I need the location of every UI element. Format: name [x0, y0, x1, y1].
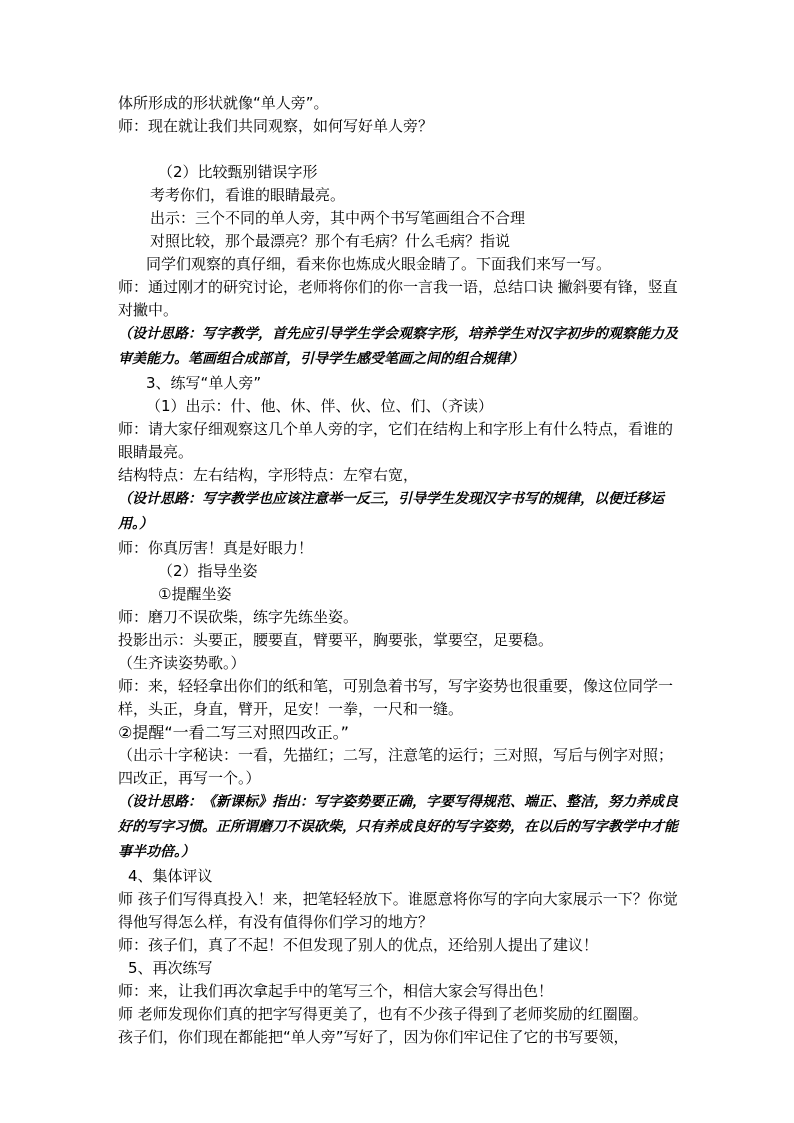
text-line: 投影出示：头要正，腰要直，臂要平，胸要张，掌要空，足要稳。: [118, 631, 554, 649]
design-note: （设计思路：写字教学，首先应引导学生学会观察字形，培养学生对汉字初步的观察能力及审美能力。笔画组合成部首，引导学生感受笔画之间的组合规律）: [118, 326, 678, 367]
text-line: 孩子们，你们现在都能把“单人旁”写好了，因为你们牢记住了它的书写要领，: [118, 1028, 629, 1046]
document-body: [118, 92, 684, 1049]
text-line: 师：来，让我们再次拿起手中的笔写三个，相信大家会写得出色！: [118, 982, 554, 1000]
text-line: （2）比较甄别错误字形: [158, 163, 318, 181]
text-line: 师：通过刚才的研究讨论，老师将你们的你一言我一语，总结口诀 撇斜要有锋，竖直对撇中。: [118, 278, 678, 319]
text-line: 师：你真厉害！真是好眼力！: [118, 539, 314, 557]
section-heading: 4、集体评议: [128, 867, 213, 885]
text-line: ①提醒坐姿: [158, 585, 232, 603]
text-line: （生齐读姿势歌。）: [118, 654, 246, 672]
text-line: （出示十字秘诀：一看，先描红；二写，注意笔的运行；三对照，写后与例字对照；四改正，再写一个。）: [118, 746, 674, 787]
text-line: 师：磨刀不误砍柴，练字先练坐姿。: [118, 608, 359, 626]
text-line: 对照比较，那个最漂亮？那个有毛病？什么毛病？指说: [150, 232, 511, 250]
text-line: 师：来，轻轻拿出你们的纸和笔，可别急着书写，写字姿势也很重要，像这位同学一样，头正，身直，臂开，足安！一拳，一尺和一缝。: [118, 677, 674, 718]
text-line: 师 老师发现你们真的把字写得更美了，也有不少孩子得到了老师奖励的红圈圈。: [118, 1005, 648, 1023]
text-line: 结构特点：左右结构，字形特点：左窄右宽，: [118, 466, 419, 484]
text-line: （2）指导坐姿: [158, 562, 258, 580]
text-line: 师：请大家仔细观察这几个单人旁的字，它们在结构上和字形上有什么特点，看谁的眼睛最亮。: [118, 420, 674, 461]
text-line: 师：现在就让我们共同观察，如何写好单人旁？: [118, 117, 434, 135]
text-line: 出示：三个不同的单人旁，其中两个书写笔画组合不合理: [150, 209, 526, 227]
text-line: 师：孩子们，真了不起！不但发现了别人的优点，还给别人提出了建议！: [118, 936, 599, 954]
design-note: （设计思路：《新课标》指出：写字姿势要正确，字要写得规范、端正、整洁，努力养成良好的写字习惯。正所谓磨刀不误砍柴，只有养成良好的写字姿势，在以后的写字教学中才能 事半功倍。）: [118, 794, 678, 860]
section-heading: 3、练写“单人旁”: [146, 374, 262, 392]
text-line: （1）出示：什、他、休、伴、伙、位、们、（齐读）: [146, 397, 494, 415]
text-line: 体所形成的形状就像“单人旁”。: [118, 94, 329, 112]
text-line: ②提醒“一看二写三对照四改正。”: [118, 723, 349, 742]
text-line: 考考你们，看谁的眼睛最亮。: [150, 186, 346, 204]
blank-line: [118, 138, 684, 161]
text-line: 师 孩子们写得真投入！来，把笔轻轻放下。谁愿意将你写的字向大家展示一下？你觉得他写得怎么样，有没有值得你们学习的地方？: [118, 890, 678, 931]
design-note: （设计思路：写字教学也应该注意举一反三，引导学生发现汉字书写的规律，以便迁移运用。）: [118, 491, 664, 532]
text-line: 同学们观察的真仔细，看来你也炼成火眼金睛了。下面我们来写一写。: [146, 255, 612, 273]
section-heading: 5、再次练写: [128, 959, 213, 977]
